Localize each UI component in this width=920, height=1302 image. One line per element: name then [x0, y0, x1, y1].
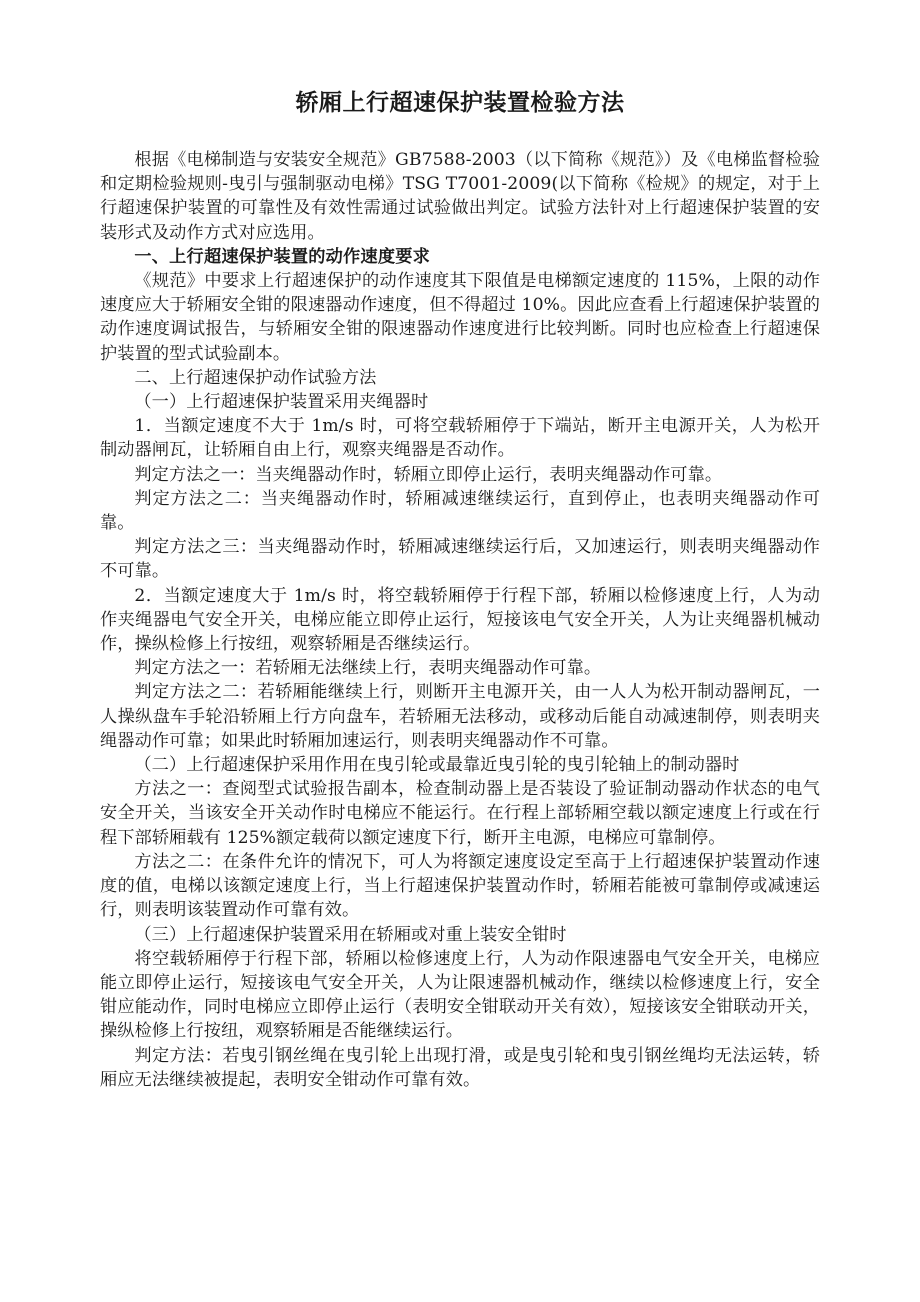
paragraph-sub3-body: 将空载轿厢停于行程下部，轿厢以检修速度上行，人为动作限速器电气安全开关，电梯应能立即停止运行，短接该电气安全开关，人为让限速器机械动作，继续以检修速度上行，安全钳应能动作，同时电梯应立即停止运行（表明安全钳联动开关有效），短接该安全钳联动开关，操纵检修上行按纽，观察轿厢是否能继续运行。	[100, 948, 820, 1042]
paragraph-sub1-item1: 1．当额定速度不大于 1m/s 时，可将空载轿厢停于下端站，断开主电源开关，人为松开制动器闸瓦，让轿厢自由上行，观察夹绳器是否动作。	[100, 416, 820, 461]
paragraph-sub2-method1: 方法之一：查阅型式试验报告副本，检查制动器上是否装设了验证制动器动作状态的电气安全开关，当该安全开关动作时电梯应不能运行。在行程上部轿厢空载以额定速度上行或在行程下部轿厢载有 125%额定载荷以额定速度下行，断开主电源，电梯应可靠制停。	[100, 779, 820, 848]
paragraph-sub1-item2-method2: 判定方法之二：若轿厢能继续上行，则断开主电源开关，由一人人为松开制动器闸瓦，一人操纵盘车手轮沿轿厢上行方向盘车，若轿厢无法移动，或移动后能自动减速制停，则表明夹绳器动作可靠；如果此时轿厢加速运行，则表明夹绳器动作不可靠。	[100, 682, 820, 751]
paragraph-sub1-item1-method3: 判定方法之三：当夹绳器动作时，轿厢减速继续运行后，又加速运行，则表明夹绳器动作不可靠。	[100, 537, 820, 582]
paragraph-section-1-body: 《规范》中要求上行超速保护的动作速度其下限值是电梯额定速度的 115%，上限的动作速度应大于轿厢安全钳的限速器动作速度，但不得超过 10%。因此应查看上行超速保护装置的动作速度调试报告，与轿厢安全钳的限速器动作速度进行比较判断。同时也应检查上行超速保护装置的型式试验副本。	[100, 271, 820, 364]
page-title: 轿厢上行超速保护装置检验方法	[295, 89, 625, 116]
paragraph-sub1-item2-method1: 判定方法之一：若轿厢无法继续上行，表明夹绳器动作可靠。	[134, 658, 602, 679]
document-content	[100, 0, 820, 1092]
heading-section-1: 一、上行超速保护装置的动作速度要求	[134, 246, 430, 267]
paragraph-sub3-method: 判定方法：若曳引钢丝绳在曳引轮上出现打滑，或是曳引轮和曳引钢丝绳均无法运转，轿厢应无法继续被提起，表明安全钳动作可靠有效。	[100, 1045, 820, 1090]
paragraph-sub1-item1-method1: 判定方法之一：当夹绳器动作时，轿厢立即停止运行，表明夹绳器动作可靠。	[134, 464, 723, 485]
paragraph-sub2-method2: 方法之二：在条件允许的情况下，可人为将额定速度设定至高于上行超速保护装置动作速度的值，电梯以该额定速度上行，当上行超速保护装置动作时，轿厢若能被可靠制停或减速运行，则表明该装置动作可靠有效。	[100, 851, 820, 921]
paragraph-sub1-item2: 2．当额定速度大于 1m/s 时，将空载轿厢停于行程下部，轿厢以检修速度上行，人为动作夹绳器电气安全开关，电梯应能立即停止运行，短接该电气安全开关，人为让夹绳器机械动作，操纵检修上行按纽，观察轿厢是否继续运行。	[100, 585, 820, 655]
heading-subsection-3: （三）上行超速保护装置采用在轿厢或对重上装安全钳时	[134, 924, 567, 945]
paragraph-intro: 根据《电梯制造与安装安全规范》GB7588-2003（以下简称《规范》）及《电梯监督检验和定期检验规则-曳引与强制驱动电梯》TSG T7001-2009(以下简称《检规》的规定，对于上行超速保护装置的可靠性及有效性需通过试验做出判定。试验方法针对上行超速保护装置的安装形式及动作方式对应选用。	[100, 150, 820, 243]
title-spacer	[100, 118, 820, 148]
heading-section-2: 二、上行超速保护动作试验方法	[134, 367, 377, 388]
paragraph-sub1-item1-method2: 判定方法之二：当夹绳器动作时，轿厢减速继续运行，直到停止，也表明夹绳器动作可靠。	[100, 488, 820, 534]
heading-subsection-1: （一）上行超速保护装置采用夹绳器时	[134, 392, 429, 413]
heading-subsection-2: （二）上行超速保护采用作用在曳引轮或最靠近曳引轮的曳引轮轴上的制动器时	[134, 755, 740, 776]
